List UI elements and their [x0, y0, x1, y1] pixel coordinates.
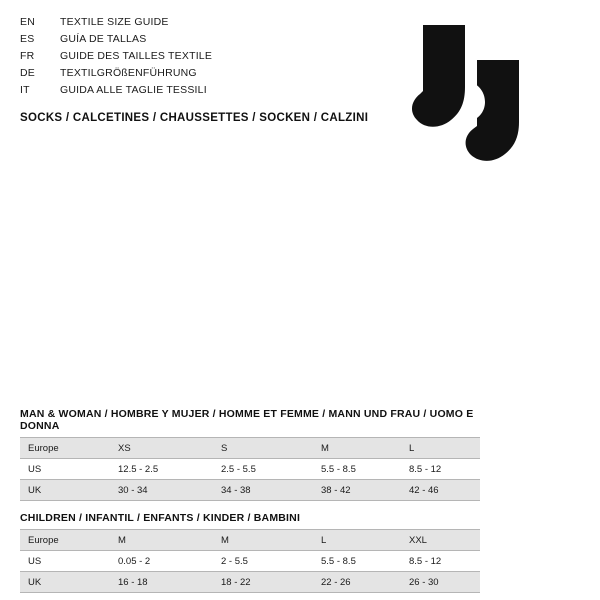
adults-table-caption: MAN & WOMAN / HOMBRE Y MUJER / HOMME ET FEMME / MANN UND FRAU / UOMO E DONNA — [20, 408, 474, 432]
language-text: GUIDE DES TAILLES TEXTILE — [60, 50, 213, 62]
table-cell: 16 - 18 — [110, 572, 213, 593]
language-code: FR — [20, 50, 35, 62]
language-row — [20, 33, 380, 50]
table-cell: L — [401, 438, 480, 459]
table-cell: L — [313, 530, 401, 551]
adults-size-table — [20, 437, 480, 501]
page-title: SOCKS / CALCETINES / CHAUSSETTES / SOCKEN / CALZINI — [20, 112, 369, 124]
table-row — [20, 480, 480, 501]
table-cell: M — [313, 438, 401, 459]
table-cell: XXL — [401, 530, 480, 551]
table-row — [20, 551, 480, 572]
table-row — [20, 459, 480, 480]
table-cell: 2.5 - 5.5 — [213, 459, 313, 480]
table-cell: 12.5 - 2.5 — [110, 459, 213, 480]
table-cell: 18 - 22 — [213, 572, 313, 593]
language-text: TEXTILE SIZE GUIDE — [60, 16, 169, 28]
language-row — [20, 50, 380, 67]
table-cell: Europe — [20, 530, 110, 551]
language-code: EN — [20, 16, 35, 28]
table-cell: M — [213, 530, 313, 551]
table-cell: 5.5 - 8.5 — [313, 551, 401, 572]
children-table-caption: CHILDREN / INFANTIL / ENFANTS / KINDER / BAMBINI — [20, 512, 301, 524]
language-code: IT — [20, 84, 30, 96]
table-cell: Europe — [20, 438, 110, 459]
language-row — [20, 84, 380, 101]
adults-size-section — [20, 408, 480, 501]
table-cell: 38 - 42 — [313, 480, 401, 501]
language-text: GUIDA ALLE TAGLIE TESSILI — [60, 84, 207, 96]
language-code: ES — [20, 33, 35, 45]
language-code: DE — [20, 67, 35, 79]
language-row — [20, 16, 380, 33]
table-cell: S — [213, 438, 313, 459]
language-text: GUÍA DE TALLAS — [60, 33, 147, 45]
table-cell: M — [110, 530, 213, 551]
table-cell: 26 - 30 — [401, 572, 480, 593]
children-size-section — [20, 512, 480, 593]
table-row — [20, 572, 480, 593]
socks-illustration — [405, 18, 575, 173]
language-text: TEXTILGRÖßENFÜHRUNG — [60, 67, 197, 79]
table-cell: UK — [20, 480, 110, 501]
table-cell: 22 - 26 — [313, 572, 401, 593]
table-cell: 34 - 38 — [213, 480, 313, 501]
language-list — [20, 16, 380, 101]
table-cell: 42 - 46 — [401, 480, 480, 501]
language-row — [20, 67, 380, 84]
table-cell: 5.5 - 8.5 — [313, 459, 401, 480]
table-cell: 8.5 - 12 — [401, 459, 480, 480]
table-cell: UK — [20, 572, 110, 593]
table-cell: US — [20, 551, 110, 572]
table-row — [20, 438, 480, 459]
table-cell: 2 - 5.5 — [213, 551, 313, 572]
table-row — [20, 530, 480, 551]
table-cell: 30 - 34 — [110, 480, 213, 501]
table-cell: 8.5 - 12 — [401, 551, 480, 572]
table-cell: 0.05 - 2 — [110, 551, 213, 572]
children-size-table — [20, 529, 480, 593]
table-cell: US — [20, 459, 110, 480]
table-cell: XS — [110, 438, 213, 459]
